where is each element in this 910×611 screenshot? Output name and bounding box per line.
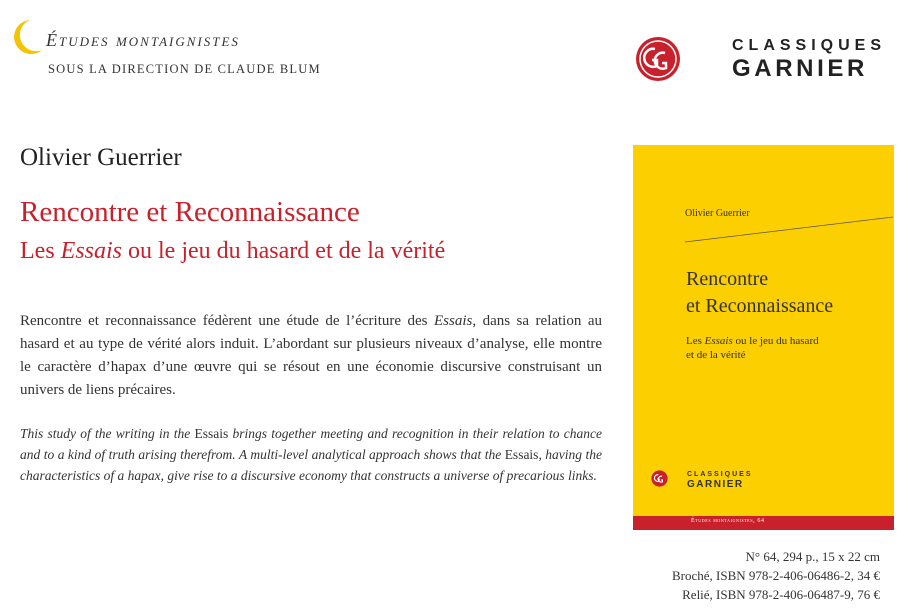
cover-author: Olivier Guerrier [685, 208, 750, 219]
cover-sub-line2: et de la vérité [686, 349, 746, 361]
cover-band-text: Études montaignistes, 64 [691, 518, 765, 524]
cover-brand-line1: CLASSIQUES [687, 471, 753, 478]
publisher-line2: GARNIER [732, 55, 868, 82]
abstract-en-part1: This study of the writing in the [20, 426, 195, 441]
cover-garnier-logo-icon [651, 470, 668, 487]
cover-title [686, 266, 833, 320]
abstract-en-part3: , having the characteristics of a hapax, give rise to a discursive economy that constructs a universe of precarious links. [20, 447, 602, 483]
abstract-fr-part1: Rencontre et reconnaissance fédèrent une étude de l’écriture des [20, 313, 434, 329]
cover-brand-line2: GARNIER [687, 479, 744, 490]
subtitle-post: ou le jeu du hasard et de la vérité [122, 238, 446, 264]
details-number-pages: N° 64, 294 p., 15 x 22 cm [745, 549, 880, 564]
cover-sub-pre: Les [686, 335, 705, 347]
abstract-en-part2: brings together meeting and recognition in their relation to chance and to a kind of truth arising therefrom. A multi-level analytical approach shows that the [20, 426, 602, 462]
abstract-fr-essais: Essais [434, 313, 473, 329]
series-title: Études montaignistes [46, 30, 240, 50]
details-paperback: Broché, ISBN 978-2-406-06486-2, 34 € [672, 568, 880, 583]
book-title: Rencontre et Reconnaissance [20, 196, 360, 228]
series-director: SOUS LA DIRECTION DE CLAUDE BLUM [48, 62, 321, 76]
book-details [560, 547, 880, 604]
abstract-fr-part2: , dans sa relation au hasard et au type de vérité alors induit. L’abordant sur plusieurs niveaux d’analyse, elle montre le caractère d’hapax d’une œuvre qui se résout en une économie discursive construisant un univers de liens précaires. [20, 313, 602, 398]
abstract-english [20, 423, 602, 486]
crescent-moon-icon [8, 18, 44, 56]
publisher-line1: CLASSIQUES [732, 37, 887, 54]
details-hardcover: Relié, ISBN 978-2-406-06487-9, 76 € [682, 587, 880, 602]
cover-sub-post: ou le jeu du hasard [732, 335, 819, 347]
cover-series-band [633, 516, 894, 530]
cover-subtitle [686, 334, 819, 362]
subtitle-essais: Essais [60, 238, 123, 264]
cover-title-line2: et Reconnaissance [686, 295, 834, 317]
cover-sub-essais: Essais [704, 335, 733, 347]
cover-brand [687, 471, 753, 491]
abstract-french [20, 310, 602, 402]
book-subtitle [20, 238, 445, 265]
author-name: Olivier Guerrier [20, 144, 182, 171]
garnier-logo-icon [635, 36, 681, 82]
subtitle-pre: Les [20, 238, 61, 264]
abstract-en-essais-2: Essais [504, 447, 539, 462]
publisher-brand [732, 38, 886, 82]
cover-diagonal-line [685, 215, 895, 245]
abstract-en-essais-1: Essais [194, 426, 229, 441]
cover-title-line1: Rencontre [686, 268, 769, 290]
